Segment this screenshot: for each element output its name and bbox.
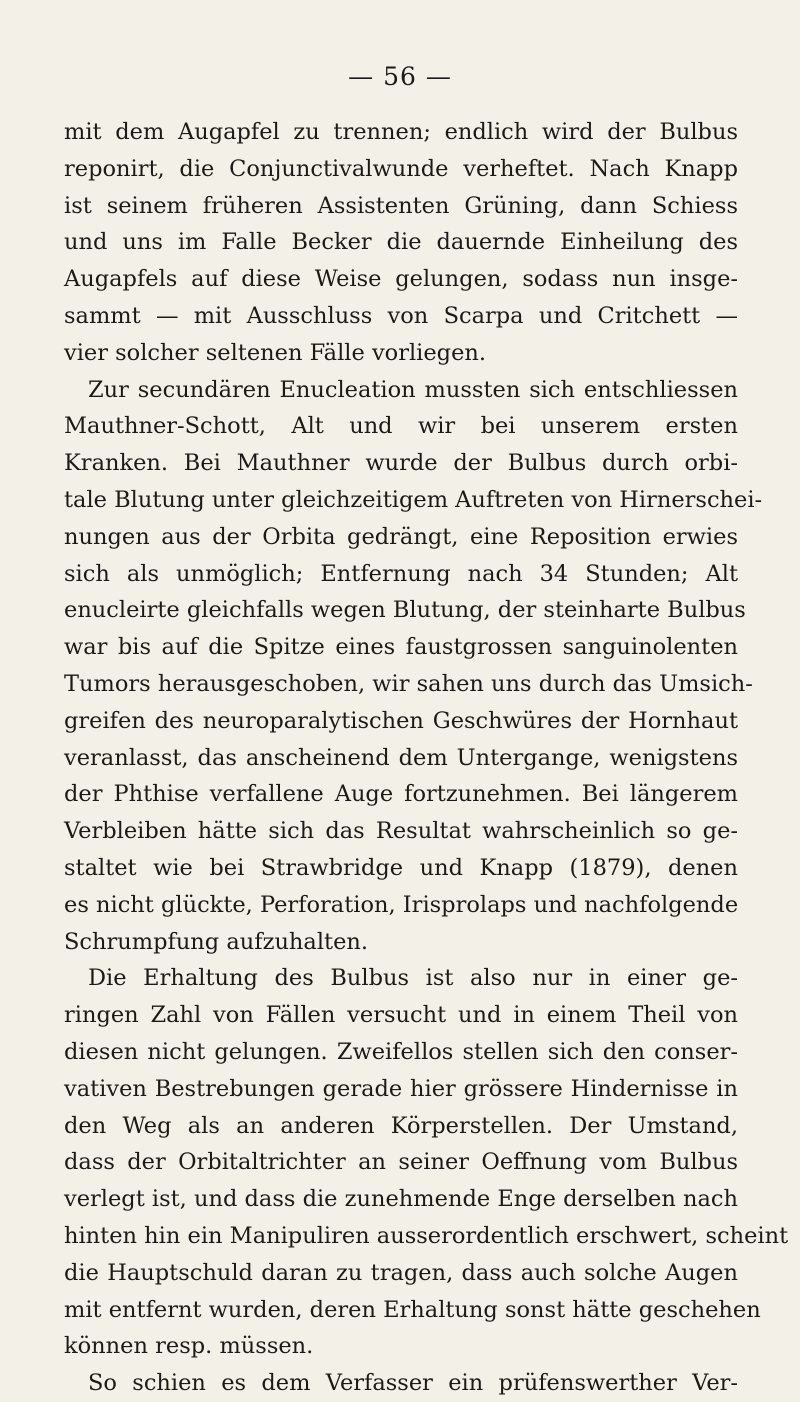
page-number: — 56 — xyxy=(348,62,452,91)
text-line: sich als unmöglich; Entfernung nach 34 Stunden; Alt xyxy=(64,560,738,587)
text-line: hinten hin ein Manipuliren ausserordentlich erschwert, scheint xyxy=(64,1222,789,1249)
text-line: mit entfernt wurden, deren Erhaltung sonst hätte geschehen xyxy=(64,1296,761,1323)
text-line: vier solcher seltenen Fälle vorliegen. xyxy=(64,339,487,366)
text-line: So schien es dem Verfasser ein prüfenswerther Ver- xyxy=(88,1370,738,1397)
text-line: Tumors herausgeschoben, wir sahen uns durch das Umsich- xyxy=(64,670,753,697)
text-line: Augapfels auf diese Weise gelungen, sodass nun insge- xyxy=(64,266,738,293)
text-line: ist seinem früheren Assistenten Grüning, dann Schiess xyxy=(64,192,738,219)
text-line: es nicht glückte, Perforation, Irisprolaps und nachfolgende xyxy=(64,891,739,918)
text-line: veranlasst, das anscheinend dem Untergange, wenigstens xyxy=(64,744,738,771)
text-line: den Weg als an anderen Körperstellen. Der Umstand, xyxy=(64,1112,738,1139)
text-line: der Phthise verfallene Auge fortzunehmen. Bei längerem xyxy=(64,781,738,808)
text-line: Kranken. Bei Mauthner wurde der Bulbus durch orbi- xyxy=(64,450,738,477)
text-line: war bis auf die Spitze eines faustgrossen sanguinolenten xyxy=(64,634,738,661)
body-text xyxy=(64,114,789,1402)
text-line: greifen des neuroparalytischen Geschwüres der Hornhaut xyxy=(64,707,738,734)
text-line: verlegt ist, und dass die zunehmende Enge derselben nach xyxy=(64,1186,738,1213)
text-line: Zur secundären Enucleation mussten sich entschliessen xyxy=(88,376,738,403)
text-line: staltet wie bei Strawbridge und Knapp (1879), denen xyxy=(64,854,738,881)
text-line: ringen Zahl von Fällen versucht und in einem Theil von xyxy=(64,1002,738,1029)
text-line: dass der Orbitaltrichter an seiner Oeffnung vom Bulbus xyxy=(64,1149,738,1176)
text-line: Verbleiben hätte sich das Resultat wahrscheinlich so ge- xyxy=(64,818,738,845)
text-line: enucleirte gleichfalls wegen Blutung, der steinharte Bulbus xyxy=(64,597,746,624)
text-line: Mauthner-Schott, Alt und wir bei unserem ersten xyxy=(64,413,738,440)
text-line: Schrumpfung aufzuhalten. xyxy=(64,928,369,955)
text-line: nungen aus der Orbita gedrängt, eine Reposition erwies xyxy=(64,523,738,550)
text-line: tale Blutung unter gleichzeitigem Auftreten von Hirnerschei- xyxy=(64,486,763,513)
text-line: sammt — mit Ausschluss von Scarpa und Critchett — xyxy=(64,302,738,329)
text-line: reponirt, die Conjunctivalwunde verheftet. Nach Knapp xyxy=(64,155,738,182)
text-line: die Hauptschuld daran zu tragen, dass auch solche Augen xyxy=(64,1259,738,1286)
text-line: mit dem Augapfel zu trennen; endlich wird der Bulbus xyxy=(64,119,738,145)
text-line: können resp. müssen. xyxy=(64,1333,314,1360)
text-line: und uns im Falle Becker die dauernde Einheilung des xyxy=(64,229,738,256)
text-line: diesen nicht gelungen. Zweifellos stellen sich den conser- xyxy=(64,1038,738,1065)
text-line: vativen Bestrebungen gerade hier grössere Hindernisse in xyxy=(64,1075,738,1102)
text-line: Die Erhaltung des Bulbus ist also nur in einer ge- xyxy=(88,965,738,992)
